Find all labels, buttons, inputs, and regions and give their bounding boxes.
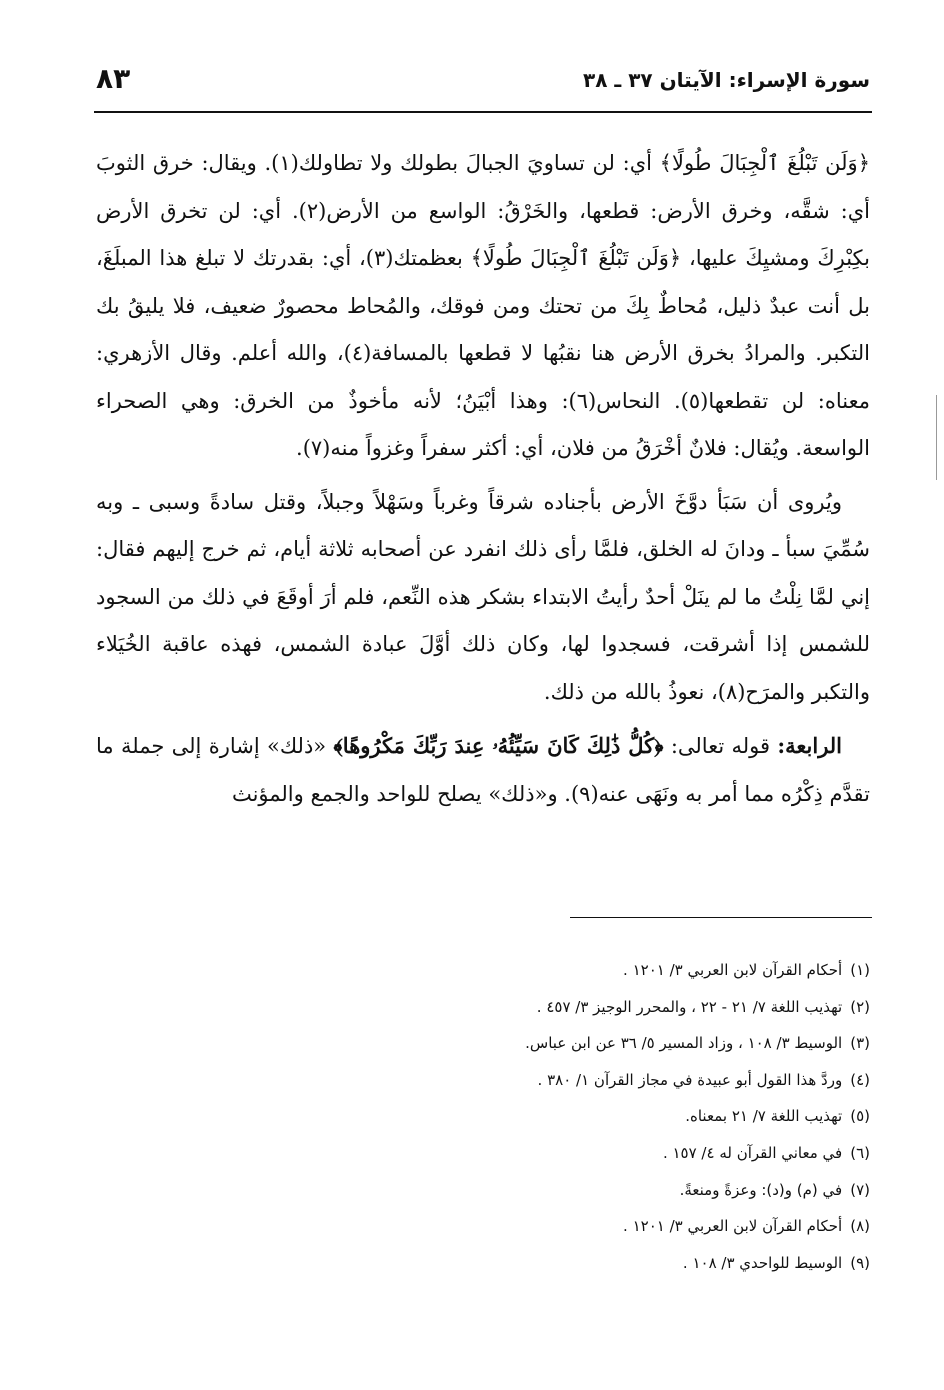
footnote-number: (١)	[850, 961, 870, 979]
header-title: سورة الإسراء: الآيتان ٣٧ ـ ٣٨	[583, 68, 870, 92]
footnote	[370, 1135, 870, 1172]
paragraph-3-intro: قوله تعالى:	[663, 734, 778, 758]
footnote-number: (٤)	[850, 1070, 870, 1089]
footnote	[370, 1172, 870, 1209]
page-number: ٨٣	[96, 62, 131, 95]
paragraph-1: ﴿وَلَن تَبْلُغَ ٱلْجِبَالَ طُولًا﴾ أي: لن تساويَ الجبالَ بطولك ولا تطاولك(١). ويقال: خرق الثوبَ أي: شقَّه، وخرق الأرض: قطعها، والخَرْقُ: الواسع من الأرض(٢). أي: لن تخرق الأرض بكِبْرِكَ ومشيِكَ عليها، ﴿وَلَن تَبْلُغَ ٱلْجِبَالَ طُولًا﴾ بعظمتك(٣)، أي: بقدرتك لا تبلغ هذا المبلَغَ، بل أنت عبدٌ ذليل، مُحاطٌ بِكَ من تحتك ومن فوقك، والمُحاط محصورٌ ضعيف، فلا يليقُ بك التكبر. والمرادُ بخرق الأرض هنا نقبُها لا قطعها بالمسافة(٤)، والله أعلم. وقال الأزهري: معناه: لن تقطعها(٥). النحاس(٦): وهذا أبْيَنُ؛ لأنه مأخوذٌ من الخرق: وهي الصحراء الواسعة. ويُقال: فلانٌ أخْرَقُ من فلان، أي: أكثر سفراً وغزواً منه(٧).	[96, 151, 871, 460]
section-heading: الرابعة:	[777, 733, 843, 758]
scan-edge-mark	[936, 395, 937, 480]
running-header	[96, 62, 870, 102]
paragraph-3-rest: «ذلك» إشارة إلى جملة ما تقدَّم ذِكْرُه مما أمر به ونَهَى عنه(٩). و«ذلك» يصلح للواحد والجمع والمؤنث	[96, 734, 870, 806]
footnote-text: تهذيب اللغة ٧/ ٢١ بمعناه.	[685, 1107, 843, 1126]
footnote-number: (٩)	[850, 1253, 870, 1272]
paragraph-2: ويُروى أن سَبَأ دوَّخَ الأرض بأجناده شرقاً وغرباً وسَهْلاً وجبلاً، وقتل سادةً وسبى ـ وبه سُمِّيَ سبأ ـ ودانَ له الخلق، فلمَّا رأى ذلك انفرد عن أصحابه ثلاثة أيام، ثم خرج إليهم فقال: إني لمَّا نِلْتُ ما لم ينَلْ أحدٌ رأيتُ الابتداء بشكر هذه النِّعم، فلم أرَ أوقَعَ في ذلك من السجود للشمس إذا أشرقت، فسجدوا لها، وكان ذلك أوَّلَ عبادة الشمس، فهذه عاقبة الخُيَلاء والتكبر والمرَح(٨)، نعوذُ بالله من ذلك.	[96, 489, 870, 704]
footnote-number: (٢)	[850, 997, 870, 1016]
footnote-text: أحكام القرآن لابن العربي ٣/ ١٢٠١ .	[623, 1217, 843, 1236]
footnote-text: وردَّ هذا القول أبو عبيدة في مجاز القرآن ١/ ٣٨٠ .	[537, 1070, 843, 1089]
quran-verse: ﴿كُلُّ ذَٰلِكَ كَانَ سَيِّئُهُۥ عِندَ رَبِّكَ مَكْرُوهًا﴾	[333, 733, 664, 758]
footnote-number: (٥)	[850, 1107, 870, 1126]
footnote	[370, 989, 870, 1026]
main-text	[96, 140, 870, 818]
paragraph-3	[96, 722, 870, 818]
footnote-number: (٧)	[850, 1180, 870, 1199]
footnote-separator	[570, 917, 872, 918]
footnote-number: (٣)	[850, 1034, 870, 1053]
footnote	[370, 1062, 870, 1099]
footnote	[370, 1208, 870, 1245]
footnote	[370, 952, 870, 989]
footnote-text: تهذيب اللغة ٧/ ٢١ - ٢٢ ، والمحرر الوجيز ٣/ ٤٥٧ .	[536, 997, 843, 1016]
footnote-number: (٨)	[850, 1217, 870, 1236]
footnote-text: الوسيط للواحدي ٣/ ١٠٨ .	[682, 1253, 843, 1272]
footnote-text: في (م) و(د): وعزةً ومنعةً.	[679, 1180, 843, 1199]
footnotes-list	[370, 952, 870, 1281]
footnote-text: في معاني القرآن له ٤/ ١٥٧ .	[662, 1143, 843, 1162]
header-rule	[94, 111, 872, 113]
footnote	[370, 1025, 870, 1062]
footnote	[370, 1245, 870, 1282]
footnote	[370, 1098, 870, 1135]
footnote-text: أحكام القرآن لابن العربي ٣/ ١٢٠١ .	[623, 961, 843, 979]
footnote-number: (٦)	[850, 1143, 870, 1162]
footnote-text: الوسيط ٣/ ١٠٨ ، وزاد المسير ٥/ ٣٦ عن ابن عباس.	[525, 1034, 843, 1053]
